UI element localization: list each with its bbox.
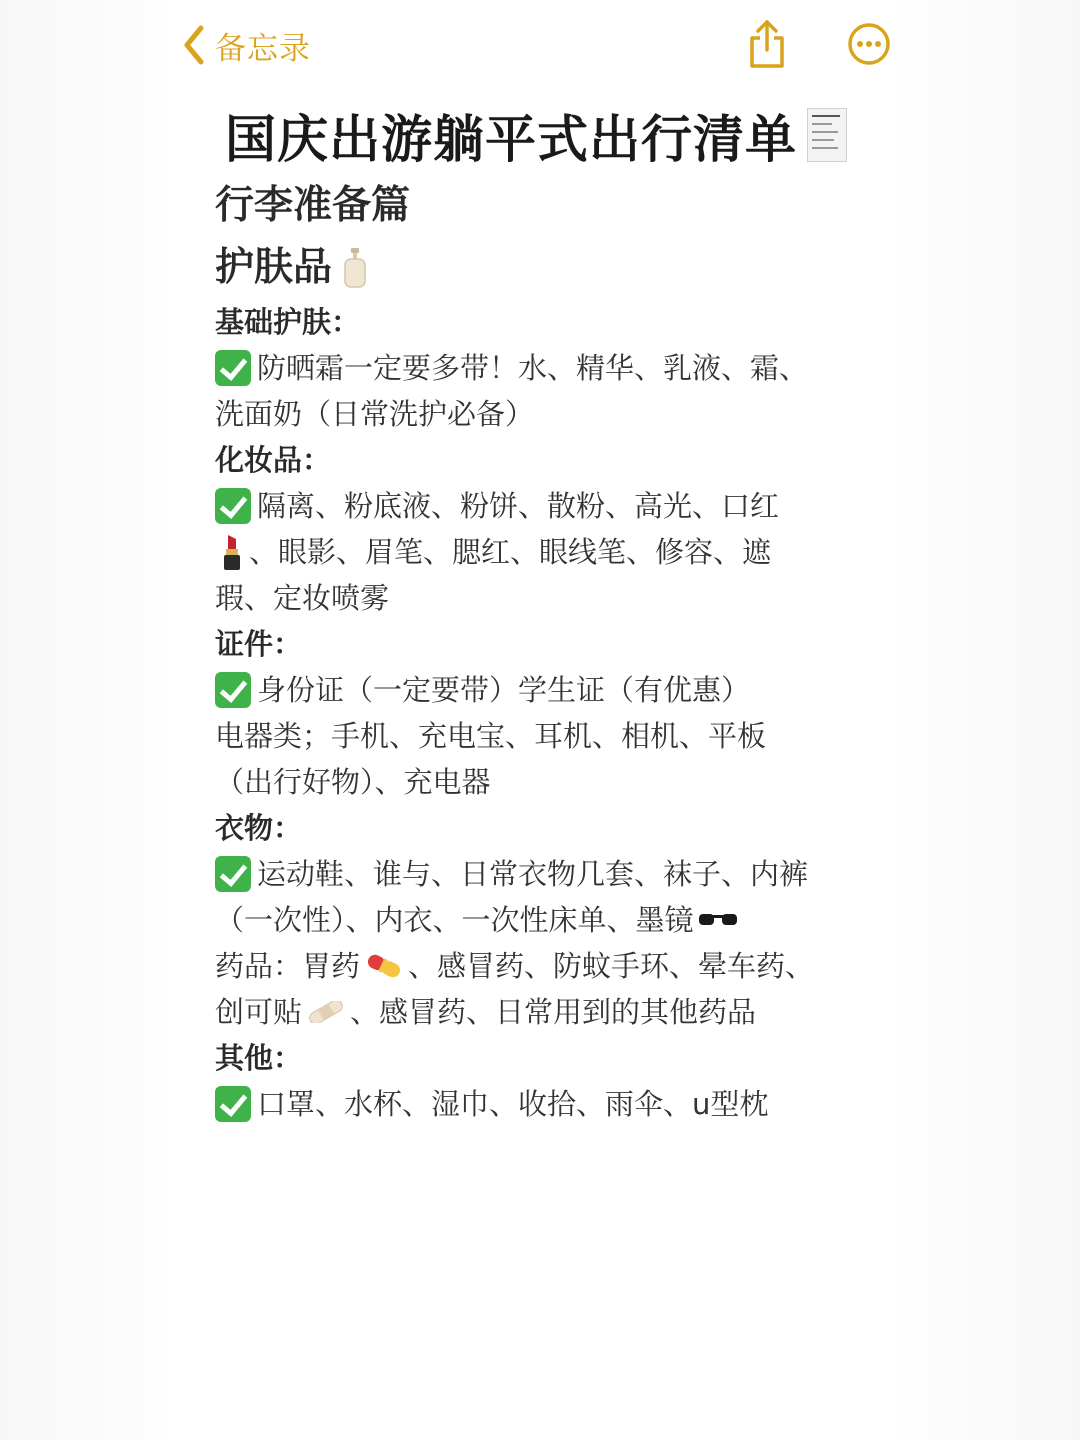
line-text: 药品：胃药	[215, 949, 361, 983]
line-text: 隔离、粉底液、粉饼、散粉、高光、口红	[257, 489, 780, 523]
lotion-bottle-icon	[342, 248, 368, 288]
check-mark-icon	[215, 672, 251, 708]
line-text: 电器类；手机、充电宝、耳机、相机、平板	[215, 719, 767, 753]
lipstick-icon	[219, 533, 245, 571]
check-mark-icon	[215, 488, 251, 524]
line-text: 、眼影、眉笔、腮红、眼线笔、修容、遮	[249, 535, 772, 569]
right-margin	[900, 0, 1080, 1440]
checklist-line	[215, 345, 895, 391]
receipt-icon	[807, 108, 847, 162]
line-text: （一次性）、内衣、一次性床单、墨镜	[215, 903, 694, 937]
check-mark-icon	[215, 856, 251, 892]
checklist-line	[215, 943, 895, 989]
note-lines	[215, 299, 895, 1127]
line-text: 身份证（一定要带）学生证（有优惠）	[257, 673, 751, 707]
line-text: 瑕、定妆喷雾	[215, 581, 390, 615]
nav-bar	[0, 0, 1080, 90]
checklist-line	[215, 1081, 895, 1127]
line-text: 运动鞋、谁与、日常衣物几套、袜子、内裤	[257, 857, 809, 891]
line-text: 防晒霜一定要多带！水、精华、乳液、霜、	[257, 351, 809, 385]
more-options-button[interactable]	[847, 22, 891, 66]
title-row	[225, 95, 895, 175]
checklist-line	[215, 759, 895, 805]
checklist-line	[215, 575, 895, 621]
section-heading: 护肤品	[215, 245, 333, 290]
category-label: 其他：	[215, 1041, 303, 1075]
chevron-left-icon	[183, 25, 205, 65]
note-subtitle: 行李准备篇	[215, 183, 411, 228]
note-body[interactable]	[215, 95, 895, 1127]
line-text: 、感冒药、日常用到的其他药品	[350, 995, 757, 1029]
more-options-icon	[847, 22, 891, 66]
bandage-icon	[306, 1001, 346, 1023]
category-label: 证件：	[215, 627, 303, 661]
checklist-line	[215, 897, 895, 943]
share-icon	[746, 18, 788, 70]
back-button[interactable]	[183, 22, 311, 68]
pill-icon	[364, 954, 404, 978]
line-text: 洗面奶（日常洗护必备）	[215, 397, 535, 431]
share-button[interactable]	[746, 18, 788, 70]
back-label: 备忘录	[215, 30, 311, 67]
line-text: 创可贴	[215, 995, 303, 1029]
check-mark-icon	[215, 1086, 251, 1122]
check-mark-icon	[215, 350, 251, 386]
section-heading-row	[215, 237, 895, 299]
category-label: 衣物：	[215, 811, 303, 845]
note-title: 国庆出游躺平式出行清单	[225, 111, 798, 170]
sunglasses-icon	[698, 911, 738, 929]
line-text: 口罩、水杯、湿巾、收拾、雨伞、u型枕	[257, 1087, 769, 1121]
line-text: （出行好物）、充电器	[215, 765, 491, 799]
left-margin	[0, 0, 170, 1440]
checklist-line	[215, 391, 895, 437]
checklist-line	[215, 667, 895, 713]
category-label: 基础护肤：	[215, 305, 361, 339]
category-label: 化妆品：	[215, 443, 332, 477]
checklist-line	[215, 851, 895, 897]
checklist-line	[215, 713, 895, 759]
checklist-line	[215, 529, 895, 575]
line-text: 、感冒药、防蚊手环、晕车药、	[408, 949, 815, 983]
checklist-line	[215, 989, 895, 1035]
checklist-line	[215, 483, 895, 529]
